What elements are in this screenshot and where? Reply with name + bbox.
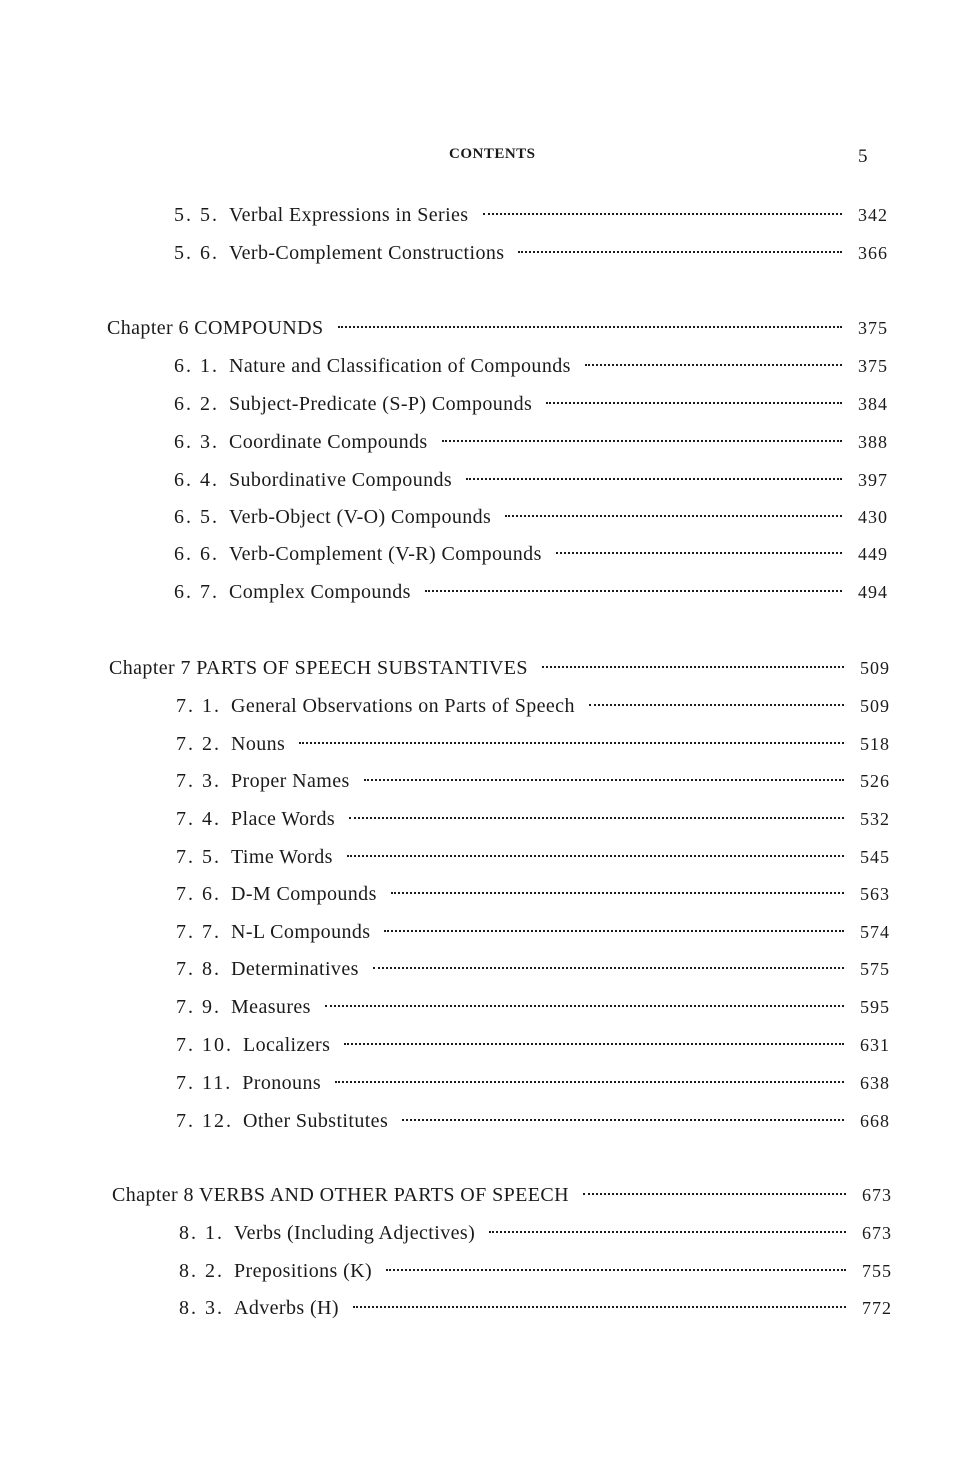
toc-entry	[174, 393, 888, 419]
toc-entry	[176, 808, 890, 834]
toc-entry	[179, 1260, 892, 1286]
section-number: 6. 1.	[174, 355, 219, 377]
section-number: 8. 1.	[179, 1222, 224, 1244]
section-number: 7. 1.	[176, 695, 221, 717]
toc-entry	[176, 921, 890, 947]
chapter-title: Chapter 8 VERBS AND OTHER PARTS OF SPEECH	[112, 1184, 569, 1206]
dot-leader	[325, 1005, 844, 1007]
page-ref: 526	[860, 771, 890, 791]
section-title: Proper Names	[231, 770, 350, 792]
section-title: Measures	[231, 996, 311, 1018]
section-title: Determinatives	[231, 958, 359, 980]
dot-leader	[402, 1119, 844, 1121]
section-number: 7. 7.	[176, 921, 221, 943]
section-number: 5. 5.	[174, 204, 219, 226]
dot-leader	[542, 666, 844, 668]
page-ref: 342	[858, 205, 888, 225]
toc-entry	[176, 1034, 890, 1060]
section-title: Subject-Predicate (S-P) Compounds	[229, 393, 533, 415]
toc-entry	[176, 958, 890, 984]
section-title: Adverbs (H)	[234, 1297, 339, 1319]
toc-entry	[174, 469, 888, 495]
dot-leader	[386, 1269, 846, 1271]
section-number: 7. 5.	[176, 846, 221, 868]
page-ref: 574	[860, 922, 890, 942]
dot-leader	[338, 326, 843, 328]
toc-entry	[176, 996, 890, 1022]
section-number: 7. 2.	[176, 733, 221, 755]
page-ref: 595	[860, 997, 890, 1017]
section-number: 8. 3.	[179, 1297, 224, 1319]
page-ref: 668	[860, 1111, 890, 1131]
section-title: Nouns	[231, 733, 286, 755]
section-title: D-M Compounds	[231, 883, 377, 905]
section-number: 7. 10.	[176, 1034, 233, 1056]
dot-leader	[353, 1306, 846, 1308]
dot-leader	[505, 515, 842, 517]
dot-leader	[335, 1081, 844, 1083]
chapter-title: Chapter 6 COMPOUNDS	[107, 317, 324, 339]
toc-entry	[174, 543, 888, 569]
page-ref: 430	[858, 507, 888, 527]
section-title: Verb-Complement Constructions	[229, 242, 505, 264]
page-ref: 509	[860, 696, 890, 716]
toc-entry	[179, 1222, 892, 1248]
page-ref: 449	[858, 544, 888, 564]
dot-leader	[518, 251, 842, 253]
page-ref: 384	[858, 394, 888, 414]
toc-entry	[174, 581, 888, 607]
dot-leader	[442, 440, 842, 442]
section-number: 7. 8.	[176, 958, 221, 980]
section-number: 7. 4.	[176, 808, 221, 830]
page-ref: 388	[858, 432, 888, 452]
section-number: 6. 7.	[174, 581, 219, 603]
toc-entry	[176, 846, 890, 872]
section-title: Other Substitutes	[243, 1110, 389, 1132]
page-ref: 532	[860, 809, 890, 829]
section-number: 8. 2.	[179, 1260, 224, 1282]
dot-leader	[349, 817, 844, 819]
page-ref: 563	[860, 884, 890, 904]
section-title: Verb-Object (V-O) Compounds	[229, 506, 492, 528]
toc-entry	[174, 242, 888, 268]
section-title: General Observations on Parts of Speech	[231, 695, 575, 717]
section-number: 7. 3.	[176, 770, 221, 792]
section-number: 5. 6.	[174, 242, 219, 264]
chapter-title: Chapter 7 PARTS OF SPEECH SUBSTANTIVES	[109, 657, 528, 679]
dot-leader	[299, 742, 844, 744]
page-ref: 375	[858, 356, 888, 376]
toc-entry	[174, 506, 888, 532]
section-number: 6. 5.	[174, 506, 219, 528]
page-ref: 397	[858, 470, 888, 490]
dot-leader	[466, 478, 842, 480]
dot-leader	[546, 402, 842, 404]
section-title: Prepositions (K)	[234, 1260, 373, 1282]
dot-leader	[585, 364, 842, 366]
section-title: Verbs (Including Adjectives)	[234, 1222, 476, 1244]
page-ref: 673	[862, 1185, 892, 1205]
section-title: Coordinate Compounds	[229, 431, 428, 453]
section-number: 6. 3.	[174, 431, 219, 453]
page-ref: 366	[858, 243, 888, 263]
toc-entry	[176, 733, 890, 759]
section-title: Nature and Classification of Compounds	[229, 355, 571, 377]
toc-chapter	[109, 657, 890, 683]
toc-entry	[176, 770, 890, 796]
section-number: 6. 6.	[174, 543, 219, 565]
section-title: Complex Compounds	[229, 581, 411, 603]
page-ref: 631	[860, 1035, 890, 1055]
toc-chapter	[112, 1184, 892, 1210]
section-title: Place Words	[231, 808, 336, 830]
section-number: 7. 11.	[176, 1072, 233, 1094]
page-ref: 772	[862, 1298, 892, 1318]
section-title: Verbal Expressions in Series	[229, 204, 469, 226]
dot-leader	[425, 590, 842, 592]
page-ref: 638	[860, 1073, 890, 1093]
toc-entry	[176, 1110, 890, 1136]
section-title: Pronouns	[242, 1072, 322, 1094]
dot-leader	[391, 892, 844, 894]
page-title: CONTENTS	[449, 146, 536, 162]
section-number: 7. 12.	[176, 1110, 233, 1132]
section-number: 7. 6.	[176, 883, 221, 905]
dot-leader	[589, 704, 844, 706]
dot-leader	[556, 552, 842, 554]
section-number: 7. 9.	[176, 996, 221, 1018]
page-ref: 375	[858, 318, 888, 338]
dot-leader	[347, 855, 844, 857]
section-title: N-L Compounds	[231, 921, 371, 943]
dot-leader	[364, 779, 844, 781]
toc-entry	[176, 1072, 890, 1098]
toc-entry	[176, 883, 890, 909]
toc-entry	[179, 1297, 892, 1323]
toc-chapter	[107, 317, 888, 343]
page-number: 5	[858, 146, 868, 167]
page-ref: 494	[858, 582, 888, 602]
section-title: Time Words	[231, 846, 333, 868]
page-ref: 518	[860, 734, 890, 754]
dot-leader	[489, 1231, 846, 1233]
section-title: Localizers	[243, 1034, 331, 1056]
dot-leader	[344, 1043, 844, 1045]
toc-entry	[174, 204, 888, 230]
section-number: 6. 2.	[174, 393, 219, 415]
toc-entry	[174, 431, 888, 457]
page-ref: 755	[862, 1261, 892, 1281]
dot-leader	[373, 967, 844, 969]
section-number: 6. 4.	[174, 469, 219, 491]
dot-leader	[483, 213, 843, 215]
dot-leader	[583, 1193, 846, 1195]
page-ref: 673	[862, 1223, 892, 1243]
section-title: Verb-Complement (V-R) Compounds	[229, 543, 542, 565]
page-ref: 575	[860, 959, 890, 979]
toc-entry	[176, 695, 890, 721]
section-title: Subordinative Compounds	[229, 469, 453, 491]
toc-entry	[174, 355, 888, 381]
page-ref: 509	[860, 658, 890, 678]
dot-leader	[384, 930, 844, 932]
page-ref: 545	[860, 847, 890, 867]
